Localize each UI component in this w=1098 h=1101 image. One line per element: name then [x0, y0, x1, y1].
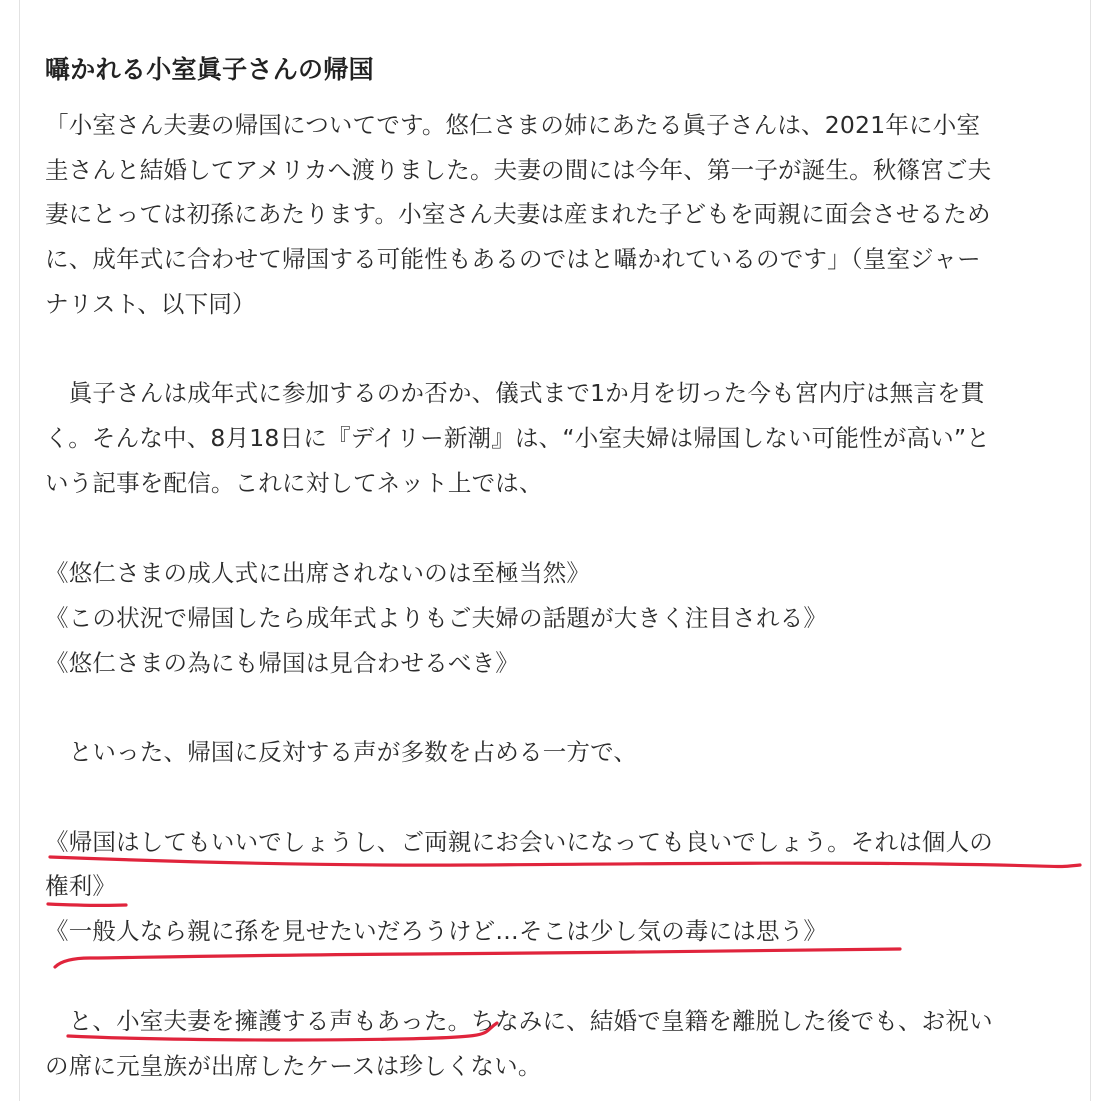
section-heading: 囁かれる小室眞子さんの帰国 [45, 55, 374, 84]
paragraph-line: く。そんな中、8月18日に『デイリー新潮』は、“小室夫婦は帰国しない可能性が高い”と [45, 424, 990, 452]
paragraph-line: ナリスト、以下同） [45, 290, 256, 318]
paragraph-line: 圭さんと結婚してアメリカへ渡りました。夫妻の間には今年、第一子が誕生。秋篠宮ご夫 [45, 156, 992, 184]
paragraph-line: 「小室さん夫妻の帰国についてです。悠仁さまの姉にあたる眞子さんは、2021年に小室 [45, 111, 981, 139]
quote-line-highlighted: 《一般人なら親に孫を見せたいだろうけど…そこは少し気の毒には思う》 [45, 917, 828, 945]
quote-line-highlighted: 権利》 [45, 872, 117, 900]
quote-line: 《この状況で帰国したら成年式よりもご夫婦の話題が大きく注目される》 [45, 604, 828, 632]
paragraph-line: と、小室夫妻を擁護する声もあった。ちなみに、結婚で皇籍を離脱した後でも、お祝い [45, 1007, 993, 1035]
article-body [19, 0, 1091, 1101]
quote-line-highlighted: 《帰国はしてもいいでしょうし、ご両親にお会いになっても良いでしょう。それは個人の [45, 828, 993, 856]
paragraph-line: に、成年式に合わせて帰国する可能性もあるのではと囁かれているのです」（皇室ジャー [45, 245, 981, 273]
paragraph-line: の席に元皇族が出席したケースは珍しくない。 [45, 1052, 542, 1080]
paragraph-line: 眞子さんは成年式に参加するのか否か、儀式まで1か月を切った今も宮内庁は無言を貫 [45, 379, 985, 407]
paragraph-line: といった、帰国に反対する声が多数を占める一方で、 [45, 738, 638, 766]
quote-line: 《悠仁さまの為にも帰国は見合わせるべき》 [45, 649, 519, 677]
paragraph-line: 妻にとっては初孫にあたります。小室さん夫妻は産まれた子どもを両親に面会させるため [45, 200, 991, 228]
quote-line: 《悠仁さまの成人式に出席されないのは至極当然》 [45, 559, 591, 587]
paragraph-line: いう記事を配信。これに対してネット上では、 [45, 469, 543, 497]
